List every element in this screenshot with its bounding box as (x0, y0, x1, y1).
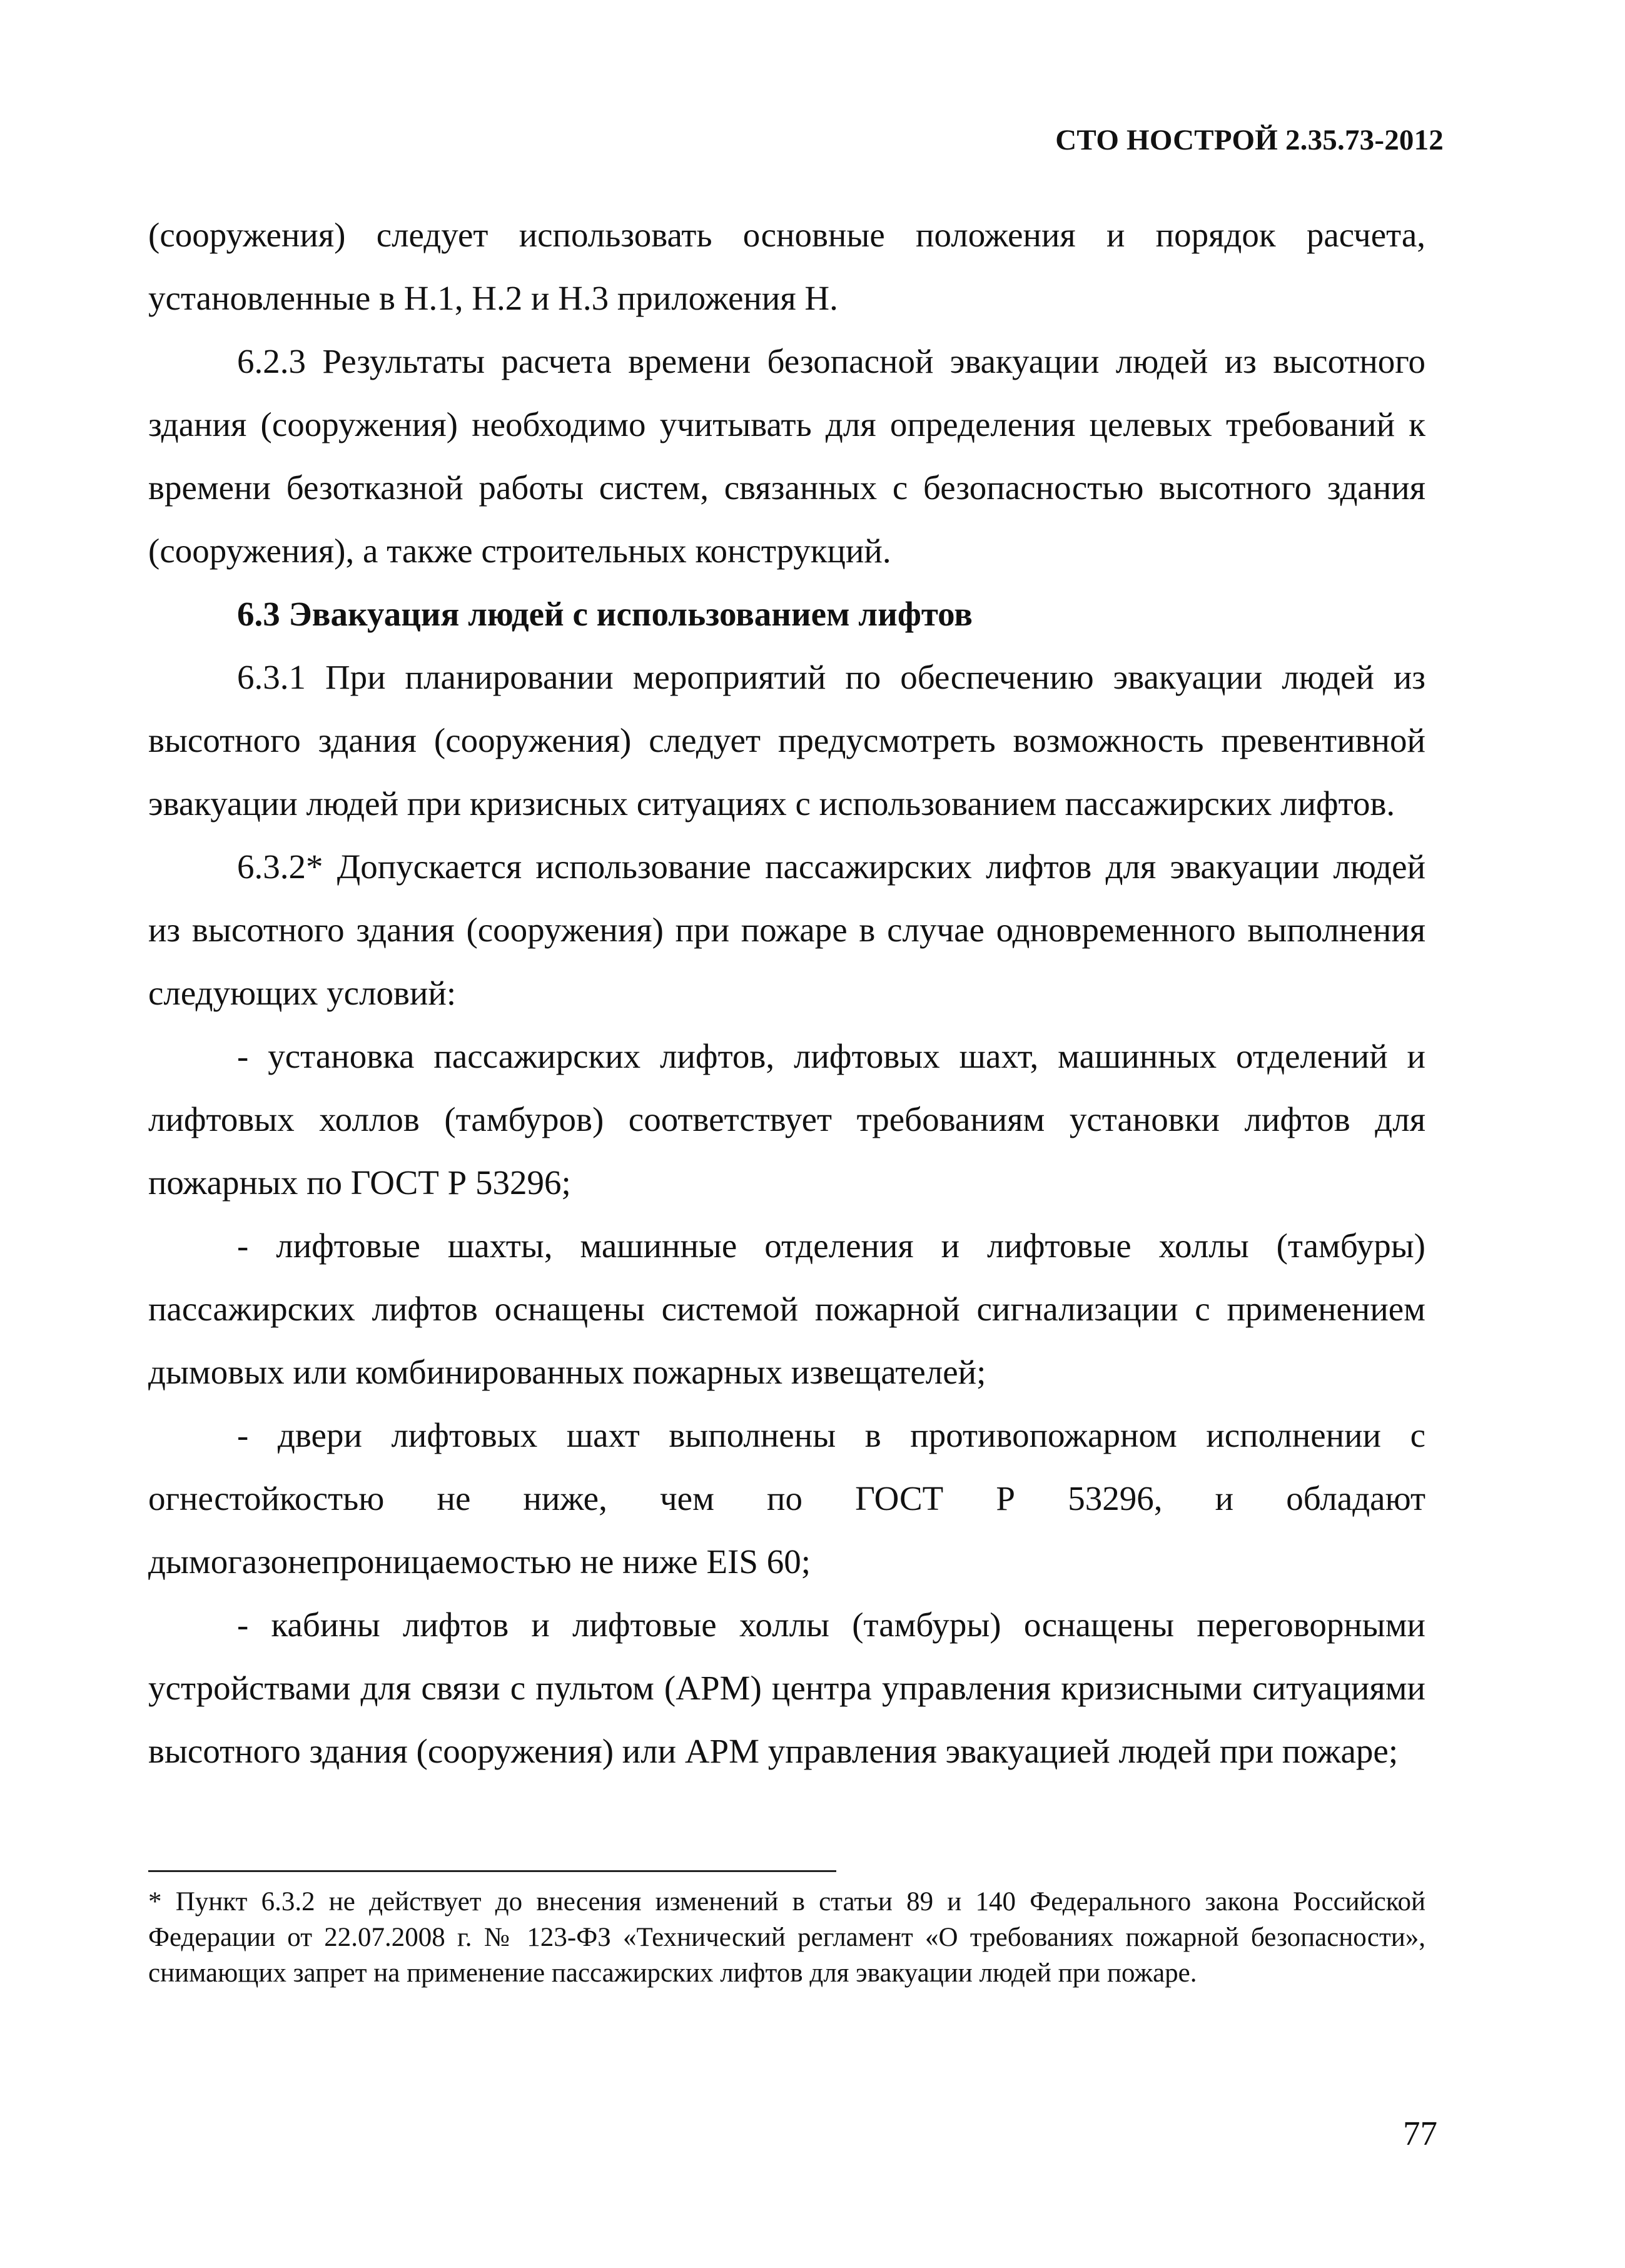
footnote: * Пункт 6.3.2 не действует до внесения изменений в статьи 89 и 140 Федерального закона Российской Федерации от 22.07.2008 г. № 123-ФЗ «Технический регламент «О требованиях пожарной безопасности», снимающих запрет на применение пассажирских лифтов для эвакуации людей при пожаре. (148, 1887, 1425, 1988)
paragraph-6-2-3: 6.2.3 Результаты расчета времени безопасной эвакуации людей из высотного здания (сооружения) необходимо учитывать для определения целевых требований к времени безотказной работы систем, связанных с безопасностью высотного здания (сооружения), а также строительных конструкций. (148, 342, 1425, 570)
main-text (148, 203, 1425, 1783)
section-heading-6-3: 6.3 Эвакуация людей с использованием лифтов (237, 595, 973, 633)
list-item-shaft-doors: - двери лифтовых шахт выполнены в противопожарном исполнении с огнестойкостью не ниже, чем по ГОСТ Р 53296, и обладают дымогазонепроницаемостью не ниже EIS 60; (148, 1416, 1425, 1581)
document-code-header: СТО НОСТРОЙ 2.35.73-2012 (1055, 124, 1444, 156)
paragraph-continuation: (сооружения) следует использовать основные положения и порядок расчета, установленные в Н.1, Н.2 и Н.3 приложения Н. (148, 216, 1425, 317)
list-item-intercom: - кабины лифтов и лифтовые холлы (тамбуры) оснащены переговорными устройствами для связи с пультом (АРМ) центра управления кризисными ситуациями высотного здания (сооружения) или АРМ управления эвакуацией людей при пожаре; (148, 1606, 1425, 1770)
list-item-lift-installation: - установка пассажирских лифтов, лифтовых шахт, машинных отделений и лифтовых холлов (тамбуров) соответствует требованиям установки лифтов для пожарных по ГОСТ Р 53296; (148, 1037, 1425, 1202)
paragraph-6-3-2: 6.3.2* Допускается использование пассажирских лифтов для эвакуации людей из высотного здания (сооружения) при пожаре в случае одновременного выполнения следующих условий: (148, 848, 1425, 1012)
page-number: 77 (1403, 2114, 1437, 2152)
list-item-fire-alarm: - лифтовые шахты, машинные отделения и лифтовые холлы (тамбуры) пассажирских лифтов оснащены системой пожарной сигнализации с применением дымовых или комбинированных пожарных извещателей; (148, 1227, 1425, 1391)
footnote-divider (148, 1870, 836, 1872)
paragraph-6-3-1: 6.3.1 При планировании мероприятий по обеспечению эвакуации людей из высотного здания (сооружения) следует предусмотреть возможность превентивной эвакуации людей при кризисных ситуациях с использованием пассажирских лифтов. (148, 658, 1425, 823)
